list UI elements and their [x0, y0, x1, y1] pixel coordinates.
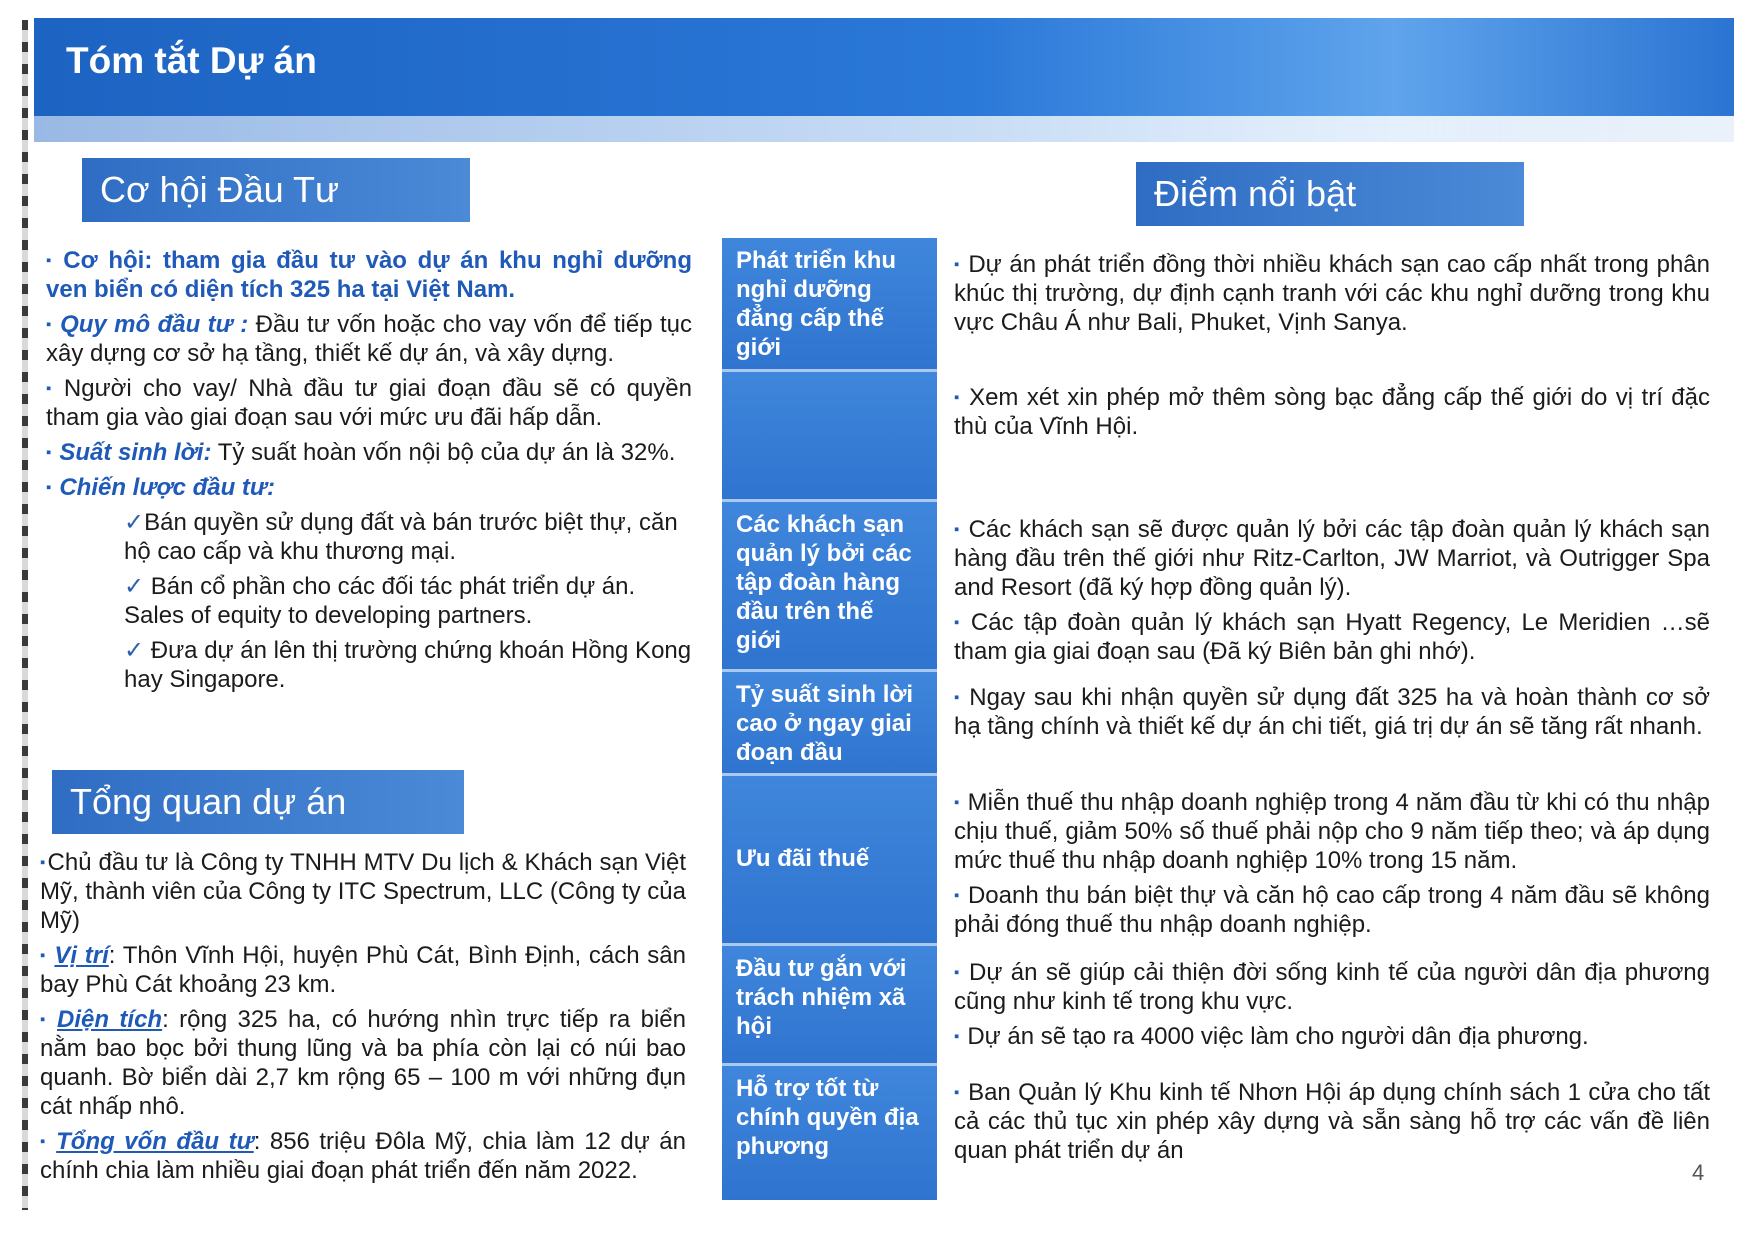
- bullet-icon: ▪: [954, 1084, 961, 1101]
- bullet-icon: ▪: [46, 252, 56, 269]
- category-cell: Đầu tư gắn với trách nhiệm xã hội: [722, 946, 937, 1066]
- bullet-icon: ▪: [46, 479, 52, 496]
- bullet-icon: ▪: [954, 794, 960, 811]
- bullet-icon: ▪: [954, 689, 962, 706]
- investment-section: [46, 246, 692, 694]
- highlight-text: ▪ Ngay sau khi nhận quyền sử dụng đất 325 ha và hoàn thành cơ sở hạ tầng chính và thiết kế dự án chi tiết, giá trị dự án sẽ tăng rất nhanh.: [954, 684, 1710, 740]
- bullet-icon: ▪: [954, 614, 963, 631]
- highlight-text: ▪ Các khách sạn sẽ được quản lý bởi các tập đoàn quản lý khách sạn hàng đầu trên thế giới như Ritz-Carlton, JW Marriot, và Outrigger Spa and Resort (đã ký hợp đồng quản lý). ▪ Các tập đoàn quản lý khách sạn Hyatt Regency, Le Meridien …sẽ tham gia giai đoạn sau (Đã ký Biên bản ghi nhớ).: [954, 516, 1710, 665]
- category-cell: Phát triển khu nghỉ dưỡng đẳng cấp thế giới: [722, 238, 937, 372]
- binding-spine: [22, 20, 28, 1210]
- check-icon: ✓: [124, 637, 145, 664]
- highlight-category-column: [722, 238, 937, 1200]
- bullet-icon: ▪: [46, 316, 53, 333]
- highlight-text: ▪ Dự án phát triển đồng thời nhiều khách sạn cao cấp nhất trong phân khúc thị trường, dự định cạnh tranh với các khu nghỉ dưỡng trong khu vực Châu Á như Bali, Phuket, Vịnh Sanya.: [954, 251, 1710, 336]
- overview-section: [40, 848, 686, 1185]
- bullet-icon: ▪: [40, 1133, 49, 1150]
- section-title-overview: Tổng quan dự án: [52, 770, 464, 834]
- category-cell: [722, 372, 937, 502]
- strategy-item: ✓Bán quyền sử dụng đất và bán trước biệt thự, căn hộ cao cấp và khu thương mại.: [124, 509, 678, 565]
- bullet-icon: ▪: [40, 854, 46, 871]
- bullet-icon: ▪: [46, 380, 56, 397]
- bullet-icon: ▪: [954, 887, 960, 904]
- section-title-investment: Cơ hội Đầu Tư: [82, 158, 470, 222]
- strategy-item: ✓ Đưa dự án lên thị trường chứng khoán Hồng Kong hay Singapore.: [124, 637, 692, 693]
- section-title-highlights: Điểm nổi bật: [1136, 162, 1524, 226]
- bullet-icon: ▪: [954, 389, 962, 406]
- highlight-text: ▪ Miễn thuế thu nhập doanh nghiệp trong 4 năm đầu từ khi có thu nhập chịu thuế, giảm 50% số thuế phải nộp cho 9 năm tiếp theo; và áp dụng mức thuế thu nhập doanh nghiệp 10% trong 15 năm. ▪ Doanh thu bán biệt thự và căn hộ cao cấp trong 4 năm đầu sẽ không phải đóng thuế thu nhập doanh nghiệp.: [954, 789, 1710, 938]
- category-cell: Tỷ suất sinh lời cao ở ngay giai đoạn đầu: [722, 672, 937, 776]
- bullet-icon: ▪: [954, 256, 961, 273]
- area-item: ▪ Diện tích: rộng 325 ha, có hướng nhìn trực tiếp ra biển nằm bao bọc bởi thung lũng và ba phía còn lại có núi bao quanh. Bờ biển dài 2,7 km rộng 65 – 100 m với những đụn cát nhấp nhô.: [40, 1006, 686, 1120]
- bullet-icon: ▪: [954, 1028, 960, 1045]
- page-title: Tóm tắt Dự án: [66, 40, 317, 81]
- location-item: ▪ Vị trí: Thôn Vĩnh Hội, huyện Phù Cát, Bình Định, cách sân bay Phù Cát khoảng 23 km.: [40, 942, 686, 998]
- category-cell: Ưu đãi thuế: [722, 776, 937, 946]
- highlight-text: ▪ Xem xét xin phép mở thêm sòng bạc đẳng cấp thế giới do vị trí đặc thù của Vĩnh Hội.: [954, 384, 1710, 440]
- bullet-icon: ▪: [954, 964, 962, 981]
- category-cell: Các khách sạn quản lý bởi các tập đoàn hàng đầu trên thế giới: [722, 502, 937, 672]
- page-number: 4: [1692, 1160, 1705, 1185]
- bullet-icon: ▪: [40, 1011, 50, 1028]
- strategy-label: ▪ Chiến lược đầu tư:: [46, 474, 276, 501]
- check-icon: ✓: [124, 573, 145, 600]
- highlight-text: ▪ Ban Quản lý Khu kinh tế Nhơn Hội áp dụng chính sách 1 cửa cho tất cả các thủ tục xin phép xây dựng và sẵn sàng hỗ trợ các vấn đề liên quan phát triển dự án: [954, 1079, 1710, 1164]
- yield-item: ▪ Suất sinh lời: Tỷ suất hoàn vốn nội bộ của dự án là 32%.: [46, 439, 676, 466]
- bullet-icon: ▪: [46, 444, 52, 461]
- scale-item: ▪ Quy mô đầu tư : Đầu tư vốn hoặc cho vay vốn để tiếp tục xây dựng cơ sở hạ tầng, thiết kế dự án, và xây dựng.: [46, 311, 692, 367]
- bullet-icon: ▪: [954, 521, 961, 538]
- bullet-icon: ▪: [40, 947, 47, 964]
- strategy-item: ✓ Bán cổ phần cho các đối tác phát triển dự án. Sales of equity to developing partners.: [124, 573, 636, 629]
- highlight-text: ▪ Dự án sẽ giúp cải thiện đời sống kinh tế của người dân địa phương cũng như kinh tế trong khu vực. ▪ Dự án sẽ tạo ra 4000 việc làm cho người dân địa phương.: [954, 959, 1711, 1050]
- owner-item: ▪Chủ đầu tư là Công ty TNHH MTV Du lịch & Khách sạn Việt Mỹ, thành viên của Công ty ITC Spectrum, LLC (Công ty của Mỹ): [40, 849, 686, 934]
- check-icon: ✓: [124, 509, 145, 536]
- lenders-item: ▪ Người cho vay/ Nhà đầu tư giai đoạn đầu sẽ có quyền tham gia vào giai đoạn sau với mức ưu đãi hấp dẫn.: [46, 375, 692, 431]
- category-cell: Hỗ trợ tốt từ chính quyền địa phương: [722, 1066, 937, 1200]
- opportunity-item: ▪ Cơ hội: tham gia đầu tư vào dự án khu nghỉ dưỡng ven biển có diện tích 325 ha tại Việt Nam.: [46, 247, 692, 303]
- capital-item: ▪ Tổng vốn đầu tư: 856 triệu Đôla Mỹ, chia làm 12 dự án chính chia làm nhiều giai đoạn phát triển đến năm 2022.: [40, 1128, 686, 1184]
